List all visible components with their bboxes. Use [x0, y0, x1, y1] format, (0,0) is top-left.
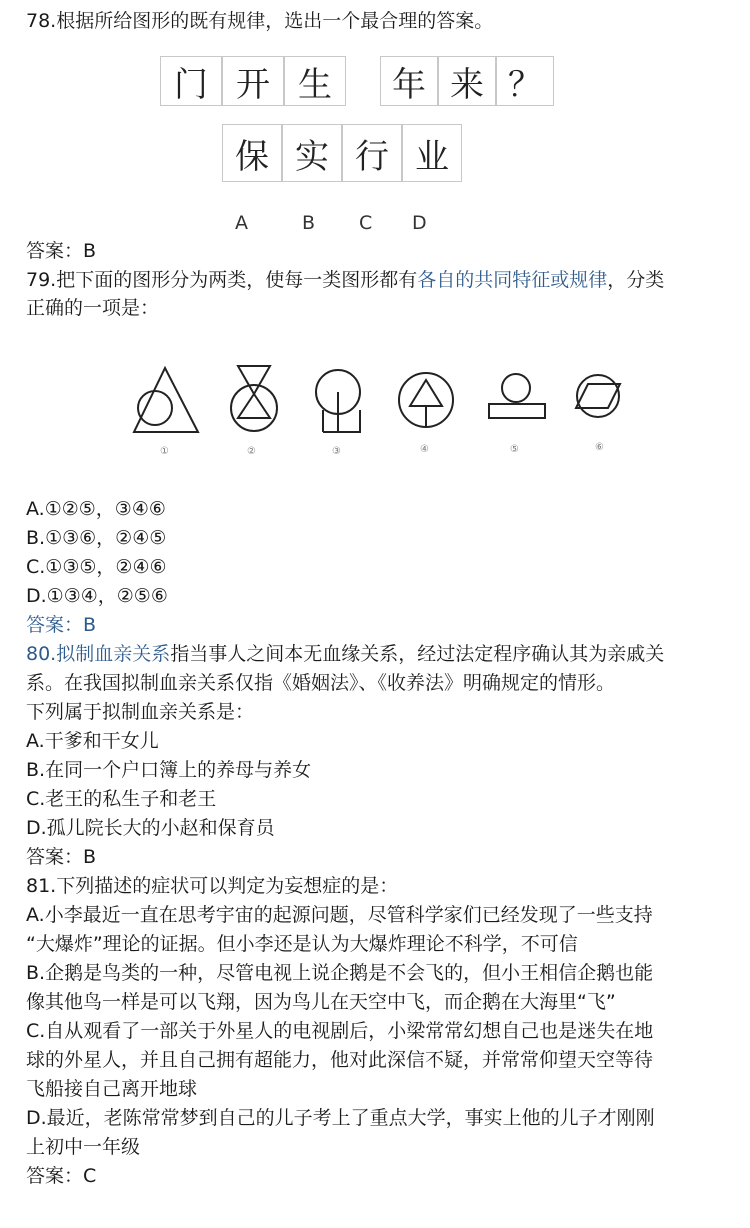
q78-letter-c: C [359, 212, 373, 234]
q78-option-char-c: 行 [342, 124, 402, 182]
figure-1-triangle-circle [134, 368, 198, 432]
q80-option-a: A.干爹和干女儿 [26, 730, 159, 752]
q79-title-line2: 正确的一项是： [26, 297, 160, 319]
q78-letter-a: A [235, 212, 248, 234]
q81-line-9: 上初中一年级 [26, 1136, 141, 1158]
figure-label-1: ① [160, 446, 169, 457]
q81-line-7: 飞船接自己离开地球 [26, 1078, 198, 1100]
q81-line-1: A.小李最近一直在思考宇宙的起源问题，尽管科学家们已经发现了一些支持 [26, 904, 653, 926]
q79-title-part3: ，分类 [607, 269, 665, 291]
figure-label-4: ④ [420, 444, 429, 455]
q78-char-1: 门 [160, 56, 222, 106]
q80-line1 [26, 641, 664, 667]
q81-line-4: 像其他鸟一样是可以飞翔，因为鸟儿在天空中飞，而企鹅在大海里“飞” [26, 991, 616, 1013]
q79-title-part1: 79.把下面的图形分为两类，使每一类图形都有 [26, 269, 418, 291]
q81-title: 81.下列描述的症状可以判定为妄想症的是： [26, 875, 399, 897]
q78-option-chars [222, 124, 462, 182]
q78-char-5: 来 [438, 56, 496, 106]
q80-option-d: D.孤儿院长大的小赵和保育员 [26, 817, 275, 839]
q78-letter-b: B [302, 212, 316, 234]
q78-row1-group1 [160, 56, 346, 106]
q79-title-highlight: 各自的共同特征或规律 [417, 269, 608, 291]
q80-option-b: B.在同一个户口簿上的养母与养女 [26, 759, 312, 781]
q80-term: 80.拟制血亲关系 [26, 643, 171, 665]
q80-option-c: C.老王的私生子和老王 [26, 788, 217, 810]
q80-line2: 系。在我国拟制血亲关系仅指《婚姻法》、《收养法》明确规定的情形。 [26, 672, 616, 694]
q78-letter-d: D [412, 212, 427, 234]
q80-line3: 下列属于拟制血亲关系是： [26, 701, 255, 723]
figure-label-6: ⑥ [595, 442, 604, 453]
q78-option-char-a: 保 [222, 124, 282, 182]
q78-title: 78.根据所给图形的既有规律，选出一个最合理的答案。 [26, 10, 494, 32]
figure-6-circle-parallelogram [576, 375, 620, 417]
figure-label-2: ② [247, 446, 256, 457]
q80-answer: 答案：B [26, 846, 97, 868]
q81-line-3: B.企鹅是鸟类的一种，尽管电视上说企鹅是不会飞的，但小王相信企鹅也能 [26, 962, 654, 984]
figure-4-circle-triangle-stem [399, 373, 453, 427]
q79-option-d: D.①③④，②⑤⑥ [26, 585, 168, 607]
q79-title-line1 [26, 267, 664, 293]
q79-figures [120, 360, 640, 470]
q78-row1-group2 [380, 56, 554, 106]
q78-option-char-b: 实 [282, 124, 342, 182]
q79-option-b: B.①③⑥，②④⑤ [26, 527, 167, 549]
q80-line1-rest: 指当事人之间本无血缘关系，经过法定程序确认其为亲戚关 [170, 643, 665, 665]
figure-label-3: ③ [332, 446, 341, 457]
figure-label-5: ⑤ [510, 444, 519, 455]
q81-line-6: 球的外星人，并且自己拥有超能力，他对此深信不疑，并常常仰望天空等待 [26, 1049, 654, 1071]
figure-3-circle-square [316, 370, 360, 432]
q79-option-c: C.①③⑤，②④⑥ [26, 556, 167, 578]
q78-option-char-d: 业 [402, 124, 462, 182]
q79-answer: 答案：B [26, 614, 97, 636]
q78-char-4: 年 [380, 56, 438, 106]
q78-answer: 答案：B [26, 240, 97, 262]
q81-answer: 答案：C [26, 1165, 97, 1187]
q78-char-6: ？ [496, 56, 554, 106]
q78-char-2: 开 [222, 56, 284, 106]
q81-line-2: “大爆炸”理论的证据。但小李还是认为大爆炸理论不科学，不可信 [26, 933, 578, 955]
q79-option-a: A.①②⑤，③④⑥ [26, 498, 166, 520]
q81-line-8: D.最近，老陈常常梦到自己的儿子考上了重点大学，事实上他的儿子才刚刚 [26, 1107, 655, 1129]
figure-2-circle-triangles [231, 366, 277, 431]
figure-5-circle-rectangle [489, 374, 545, 418]
q78-char-3: 生 [284, 56, 346, 106]
q81-line-5: C.自从观看了一部关于外星人的电视剧后，小梁常常幻想自己也是迷失在地 [26, 1020, 654, 1042]
